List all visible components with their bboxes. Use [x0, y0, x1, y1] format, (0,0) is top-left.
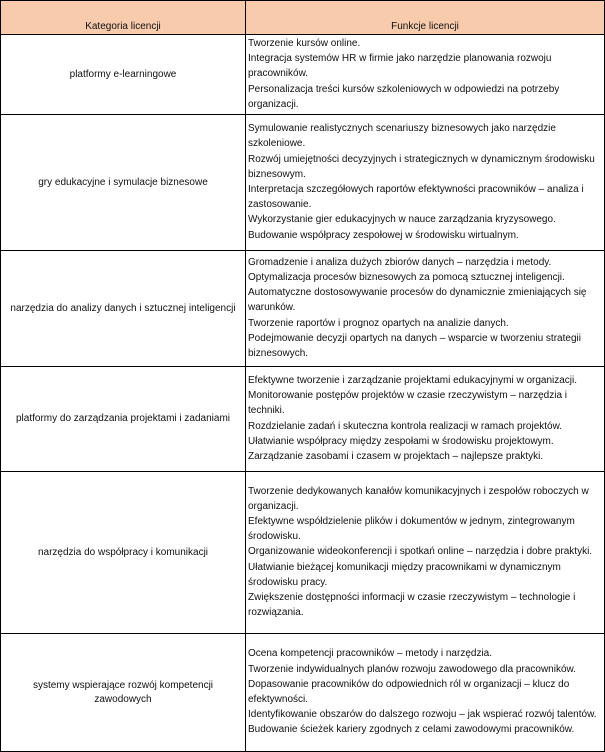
category-cell: platformy do zarządzania projektami i zadaniami [1, 367, 246, 472]
function-item: Efektywne tworzenie i zarządzanie projektami edukacyjnymi w organizacji. [248, 374, 578, 386]
function-item: Zarządzanie zasobami i czasem w projektach – najlepsze praktyki. [248, 450, 544, 462]
header-functions: Funkcje licencji [246, 1, 605, 35]
function-item: Monitorowanie postępów projektów w czasie rzeczywistym – narzędzia i techniki. [248, 390, 568, 417]
function-item: Ułatwianie bieżącej komunikacji między pracownikami w dynamicznym środowisku pracy. [248, 561, 561, 588]
function-item: Ułatwianie współpracy między zespołami w środowisku projektowym. [248, 435, 554, 447]
functions-cell [246, 251, 605, 367]
functions-cell [246, 634, 605, 752]
function-item: Wykorzystanie gier edukacyjnych w nauce zarządzania kryzysowego. [248, 214, 556, 226]
function-item: Rozdzielanie zadań i skuteczna kontrola realizacji w ramach projektów. [248, 420, 563, 432]
function-item: Budowanie ścieżek kariery zgodnych z celami zawodowymi pracowników. [248, 724, 575, 736]
category-cell: narzędzia do współpracy i komunikacji [1, 472, 246, 634]
function-item: Interpretacja szczegółowych raportów efektywności pracowników – analiza i zastosowanie. [248, 184, 584, 211]
function-item: Gromadzenie i analiza dużych zbiorów danych – narzędzia i metody. [248, 256, 552, 268]
table-row [1, 35, 605, 115]
category-cell: gry edukacyjne i symulacje biznesowe [1, 115, 246, 251]
functions-cell [246, 472, 605, 634]
function-item: Organizowanie wideokonferencji i spotkań online – narzędzia i dobre praktyki. [248, 546, 593, 558]
function-item: Personalizacja treści kursów szkoleniowych w odpowiedzi na potrzeby organizacji. [248, 83, 560, 110]
function-item: Ocena kompetencji pracowników – metody i narzędzia. [248, 648, 493, 660]
function-item: Tworzenie indywidualnych planów rozwoju zawodowego dla pracowników. [248, 663, 576, 675]
function-item: Tworzenie raportów i prognoz opartych na analizie danych. [248, 317, 509, 329]
category-cell: narzędzia do analizy danych i sztucznej inteligencji [1, 251, 246, 367]
function-item: Rozwój umiejętności decyzyjnych i strategicznych w dynamicznym środowisku biznesowym. [248, 153, 595, 180]
function-item: Integracja systemów HR w firmie jako narzędzie planowania rozwoju pracowników. [248, 53, 552, 80]
table-row [1, 115, 605, 251]
function-item: Tworzenie dedykowanych kanałów komunikacyjnych i zespołów roboczych w organizacji. [248, 485, 589, 512]
functions-cell [246, 367, 605, 472]
table-row [1, 634, 605, 752]
function-item: Tworzenie kursów online. [248, 38, 361, 49]
function-item: Dopasowanie pracowników do odpowiednich ról w organizacji – klucz do efektywności. [248, 678, 570, 706]
category-cell: platformy e-learningowe [1, 35, 246, 115]
function-item: Symulowanie realistycznych scenariuszy biznesowych jako narzędzie szkoleniowe. [248, 123, 556, 150]
function-item: Identyfikowanie obszarów do dalszego rozwoju – jak wspierać rozwój talentów. [248, 709, 597, 721]
category-cell: systemy wspierające rozwój kompetencji zawodowych [1, 634, 246, 752]
table-row [1, 251, 605, 367]
functions-cell [246, 35, 605, 115]
table-header-row [1, 1, 605, 35]
table-row [1, 472, 605, 634]
function-item: Automatyczne dostosowywanie procesów do dynamicznie zmieniających się warunków. [248, 287, 587, 314]
function-item: Zwiększenie dostępności informacji w czasie rzeczywistym – technologie i rozwiązania. [248, 592, 576, 619]
function-item: Podejmowanie decyzji opartych na danych – wsparcie w tworzeniu strategii biznesowych. [248, 332, 581, 360]
function-item: Optymalizacja procesów biznesowych za pomocą sztucznej inteligencji. [248, 272, 565, 283]
function-item: Budowanie współpracy zespołowej w środowisku wirtualnym. [248, 229, 519, 241]
function-item: Efektywne współdzielenie plików i dokumentów w jednym, zintegrowanym środowisku. [248, 516, 575, 543]
table-row [1, 367, 605, 472]
header-category: Kategoria licencji [1, 1, 246, 35]
functions-cell [246, 115, 605, 251]
